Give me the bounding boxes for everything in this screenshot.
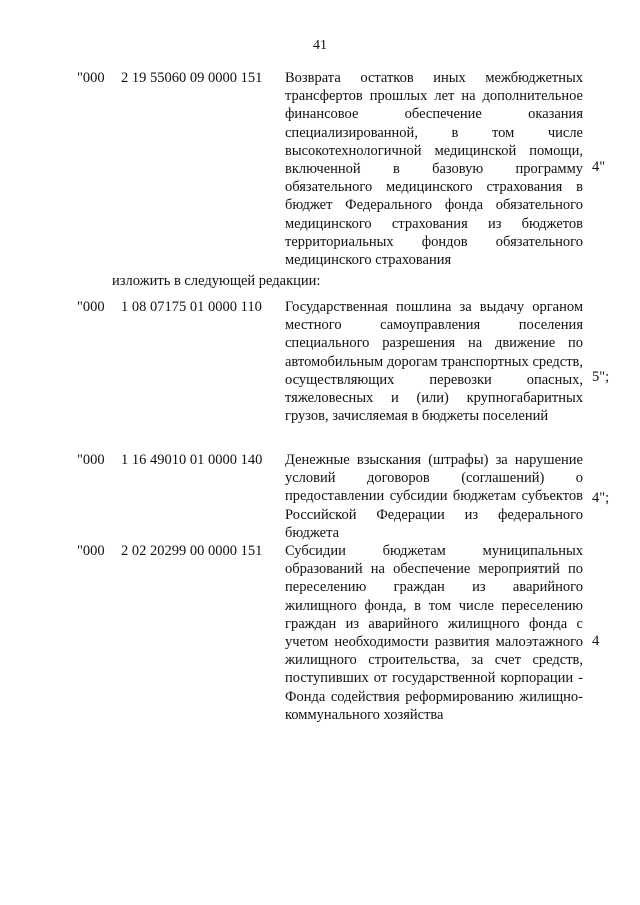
kbk-code: 2 19 55060 09 0000 151	[121, 70, 263, 86]
row-value: 5";	[592, 369, 610, 385]
admin-code: "000	[77, 70, 105, 86]
page-number: 41	[313, 38, 327, 53]
kbk-code: 1 16 49010 01 0000 140	[121, 452, 263, 468]
admin-code: "000	[77, 299, 105, 315]
row-value: 4"	[592, 159, 606, 175]
row-description: Государственная пошлина за выдачу органом местного самоуправления поселения специального разрешения на движение по автомобильным дорогам транспортных средств, осуществляющих перевозки опасных, тяжеловесных и (или) крупногабаритных грузов, зачисляемая в бюджеты поселений	[285, 299, 583, 425]
table-row	[0, 451, 640, 541]
table-row	[0, 542, 640, 742]
row-description: Возврата остатков иных межбюджетных трансфертов прошлых лет на дополнительное финансовое обеспечение оказания специализированной, в том числе высокотехнологичной медицинской помощи, включенной в базовую программу обязательного медицинского страхования в бюджет Федерального фонда обязательного медицинского страхования из бюджетов территориальных фондов обязательного медицинского страхования	[285, 70, 583, 269]
table-row	[0, 69, 640, 269]
admin-code: "000	[77, 543, 105, 559]
intro-text: изложить в следующей редакции:	[112, 273, 321, 289]
row-value: 4";	[592, 490, 610, 506]
table-row	[0, 298, 640, 440]
row-description: Денежные взыскания (штрафы) за нарушение условий договоров (соглашений) о предоставлении субсидии бюджетам субъектов Российской Федерации из федерального бюджета	[285, 452, 583, 541]
row-description: Субсидии бюджетам муниципальных образований на обеспечение мероприятий по переселению граждан из аварийного жилищного фонда, в том числе переселению граждан из аварийного жилищного фонда с учетом необходимости развития малоэтажного жилищного строительства, за счет средств, поступивших от государственной корпорации - Фонда содействия реформированию жилищно-коммунального хозяйства	[285, 543, 583, 723]
kbk-code: 2 02 20299 00 0000 151	[121, 543, 263, 559]
admin-code: "000	[77, 452, 105, 468]
row-value: 4	[592, 633, 600, 649]
kbk-code: 1 08 07175 01 0000 110	[121, 299, 262, 315]
